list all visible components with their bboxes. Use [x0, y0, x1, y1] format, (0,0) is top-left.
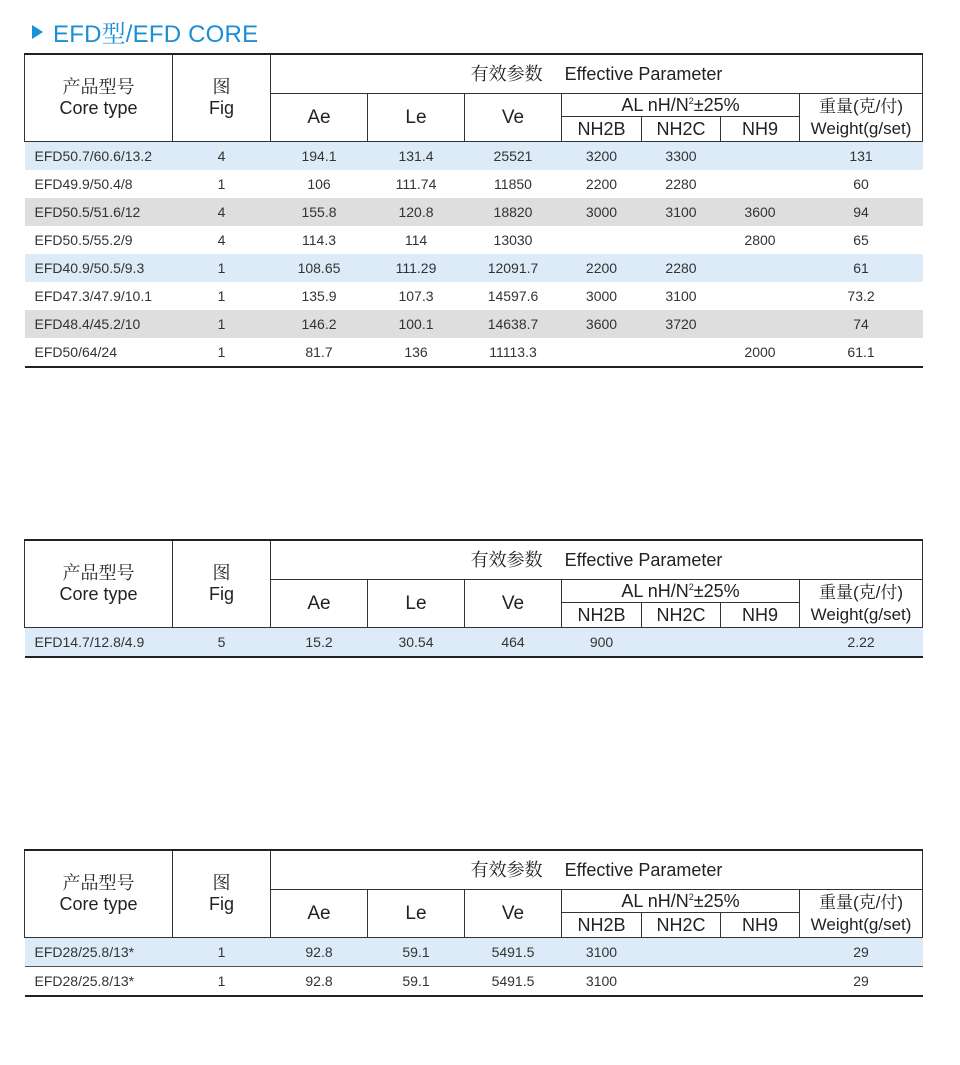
ae-cell: 155.8 — [271, 198, 368, 226]
ae-cell: 92.8 — [271, 967, 368, 997]
fig-cell: 1 — [173, 938, 271, 967]
nh9-cell: 2000 — [721, 338, 800, 367]
nh2c-header: NH2C — [642, 117, 721, 142]
le-header: Le — [368, 890, 465, 938]
weight-cell: 2.22 — [800, 628, 923, 658]
table-row — [25, 226, 923, 254]
core-type-header: 产品型号 Core type — [25, 850, 173, 938]
core-type-cell: EFD50/64/24 — [25, 338, 173, 367]
table-row — [25, 170, 923, 198]
nh9-cell — [721, 282, 800, 310]
table-row — [25, 938, 923, 967]
nh2b-cell: 3100 — [562, 938, 642, 967]
nh2c-cell — [642, 967, 721, 997]
nh2b-cell: 900 — [562, 628, 642, 658]
nh2c-header: NH2C — [642, 603, 721, 628]
fig-cell: 4 — [173, 142, 271, 171]
nh2b-cell: 3200 — [562, 142, 642, 171]
nh2c-cell: 3100 — [642, 198, 721, 226]
table-row — [25, 338, 923, 367]
core-type-cell: EFD28/25.8/13* — [25, 938, 173, 967]
effective-parameter-header: 有效参数 Effective Parameter — [271, 540, 923, 580]
weight-header: 重量(克/付) Weight(g/set) — [800, 890, 923, 938]
ve-cell: 13030 — [493, 232, 533, 248]
weight-cell: 131 — [800, 142, 923, 171]
le-cell: 111.74 — [395, 176, 437, 192]
le-cell: 107.3 — [398, 288, 434, 304]
ve-cell: 11850 — [494, 176, 532, 192]
ve-cell: 25521 — [465, 142, 562, 171]
weight-cell: 74 — [800, 310, 923, 338]
fig-cell: 1 — [173, 310, 271, 338]
le-cell: 59.1 — [368, 938, 465, 967]
fig-cell: 5 — [173, 628, 271, 658]
ve-cell: 5491.5 — [465, 967, 562, 997]
nh9-cell — [721, 170, 800, 198]
fig-cell: 1 — [173, 338, 271, 367]
nh9-cell — [721, 628, 800, 658]
ae-cell: 81.7 — [271, 338, 368, 367]
core-type-header: 产品型号 Core type — [25, 540, 173, 628]
ve-cell: 18820 — [465, 198, 562, 226]
ae-cell: 108.65 — [271, 254, 368, 282]
ae-cell: 146.2 — [271, 310, 368, 338]
page-title — [32, 14, 258, 49]
le-cell: 59.1 — [368, 967, 465, 997]
ae-cell: 194.1 — [271, 142, 368, 171]
al-header: AL $nH/N^2\pm 25\%$ — [562, 890, 800, 913]
table-row — [25, 254, 923, 282]
table-row — [25, 967, 923, 997]
nh9-cell: 3600 — [721, 198, 800, 226]
le-header: Le — [368, 580, 465, 628]
nh2c-cell — [642, 338, 721, 367]
table-row — [25, 310, 923, 338]
ve-cell: 14638.7 — [465, 310, 562, 338]
nh9-cell — [721, 310, 800, 338]
core-type-header: 产品型号 Core type — [25, 54, 173, 142]
nh9-header: NH9 — [721, 603, 800, 628]
weight-cell: 29 — [800, 938, 923, 967]
al-header: AL $nH/N^2\pm 25\%$ — [562, 580, 800, 603]
core-type-cell: EFD47.3/47.9/10.1 — [34, 288, 153, 304]
weight-cell: 73.2 — [847, 288, 875, 304]
fig-cell: 4 — [217, 232, 226, 248]
nh9-cell — [721, 938, 800, 967]
core-type-cell: EFD48.4/45.2/10 — [25, 310, 173, 338]
nh2b-cell — [562, 338, 642, 367]
table-row — [25, 198, 923, 226]
nh2c-cell — [642, 938, 721, 967]
nh2b-cell: 3000 — [562, 198, 642, 226]
ve-header: Ve — [465, 580, 562, 628]
spec-table-3 — [24, 849, 923, 997]
le-cell: 30.54 — [368, 628, 465, 658]
fig-cell: 1 — [217, 176, 226, 192]
triangle-bullet-icon — [32, 25, 43, 39]
fig-cell: 4 — [173, 198, 271, 226]
fig-cell: 1 — [173, 967, 271, 997]
ae-cell: 135.9 — [301, 288, 337, 304]
effective-parameter-header: 有效参数 Effective Parameter — [271, 850, 923, 890]
nh2b-header: NH2B — [562, 913, 642, 938]
nh2c-cell: 3100 — [665, 288, 697, 304]
fig-header: 图 Fig — [173, 850, 271, 938]
ae-header: Ae — [271, 580, 368, 628]
le-cell: 111.29 — [368, 254, 465, 282]
nh2b-cell: 3000 — [585, 288, 618, 304]
nh2c-cell — [642, 628, 721, 658]
weight-header: 重量(克/付) Weight(g/set) — [800, 580, 923, 628]
core-type-cell: EFD50.5/55.2/9 — [34, 232, 133, 248]
core-type-cell: EFD50.5/51.6/12 — [25, 198, 173, 226]
nh2c-cell: 3720 — [642, 310, 721, 338]
effective-parameter-header: 有效参数 Effective Parameter — [271, 54, 923, 94]
le-header: Le — [368, 94, 465, 142]
core-type-cell: EFD50.7/60.6/13.2 — [25, 142, 173, 171]
core-type-cell: EFD28/25.8/13* — [25, 967, 173, 997]
le-cell: 136 — [368, 338, 465, 367]
nh9-cell — [721, 967, 800, 997]
nh2c-cell: 2280 — [642, 254, 721, 282]
fig-cell: 1 — [217, 288, 226, 304]
nh2c-cell: 3300 — [642, 142, 721, 171]
nh2b-cell: 3600 — [562, 310, 642, 338]
ae-cell: 114.3 — [302, 232, 336, 248]
core-type-cell: EFD14.7/12.8/4.9 — [25, 628, 173, 658]
nh9-cell — [721, 254, 800, 282]
le-cell: 131.4 — [368, 142, 465, 171]
ae-cell: 106 — [307, 176, 331, 192]
nh9-header: NH9 — [721, 913, 800, 938]
weight-cell: 60 — [853, 176, 869, 192]
weight-cell: 65 — [853, 232, 869, 248]
weight-cell: 94 — [800, 198, 923, 226]
fig-cell: 1 — [173, 254, 271, 282]
nh9-cell — [721, 142, 800, 171]
nh2b-cell: 2200 — [562, 254, 642, 282]
ve-cell: 14597.6 — [487, 288, 539, 304]
ve-cell: 5491.5 — [465, 938, 562, 967]
nh2b-cell: 2200 — [585, 176, 618, 192]
nh2b-header: NH2B — [562, 603, 642, 628]
ve-cell: 11113.3 — [465, 338, 562, 367]
spec-table-1 — [24, 53, 923, 368]
ae-header: Ae — [271, 94, 368, 142]
nh2b-cell: 3100 — [562, 967, 642, 997]
ae-cell: 15.2 — [271, 628, 368, 658]
weight-header: 重量(克/付) Weight(g/set) — [800, 94, 923, 142]
nh2c-header: NH2C — [642, 913, 721, 938]
table-row — [25, 142, 923, 171]
ve-cell: 12091.7 — [465, 254, 562, 282]
nh2b-cell — [562, 226, 642, 254]
nh9-header: NH9 — [721, 117, 800, 142]
ve-cell: 464 — [465, 628, 562, 658]
fig-header: 图 Fig — [173, 540, 271, 628]
page-title-text: EFD型/EFD CORE — [53, 21, 259, 48]
weight-cell: 61.1 — [800, 338, 923, 367]
nh2b-header: NH2B — [562, 117, 642, 142]
table-row — [25, 628, 923, 658]
ae-cell: 92.8 — [271, 938, 368, 967]
le-cell: 120.8 — [368, 198, 465, 226]
nh2c-cell: 2280 — [665, 176, 697, 192]
al-header: AL $nH/N^2\pm 25\%$ — [562, 94, 800, 117]
ve-header: Ve — [465, 890, 562, 938]
spec-table-2 — [24, 539, 923, 658]
fig-header: 图 Fig — [173, 54, 271, 142]
ve-header: Ve — [465, 94, 562, 142]
le-cell: 100.1 — [368, 310, 465, 338]
nh2c-cell — [642, 226, 721, 254]
core-type-cell: EFD49.9/50.4/8 — [34, 176, 133, 192]
weight-cell: 61 — [800, 254, 923, 282]
le-cell: 114 — [404, 232, 428, 248]
weight-cell: 29 — [800, 967, 923, 997]
nh9-cell: 2800 — [744, 232, 776, 248]
core-type-cell: EFD40.9/50.5/9.3 — [25, 254, 173, 282]
table-row — [25, 282, 923, 310]
ae-header: Ae — [271, 890, 368, 938]
